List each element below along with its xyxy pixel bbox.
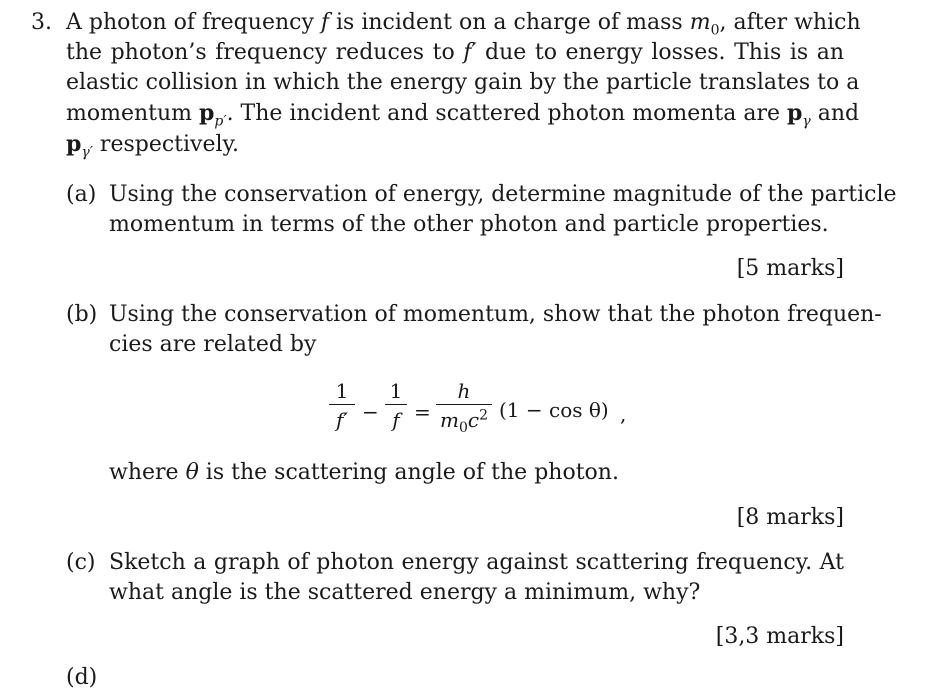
mass-subscript: 0 bbox=[458, 420, 468, 436]
part-b-label: (b) bbox=[66, 302, 98, 327]
subscript: γ′ bbox=[81, 144, 93, 161]
math-symbol: m bbox=[689, 10, 711, 35]
part-b-line-1: Using the conservation of momentum, show that the photon frequen- bbox=[109, 302, 882, 327]
math-symbol: f′ bbox=[463, 40, 477, 65]
stem-text: the photon’s frequency reduces to bbox=[66, 40, 464, 65]
part-a-text bbox=[109, 180, 897, 240]
fraction-3-denominator bbox=[436, 405, 492, 436]
stem-text: respectively. bbox=[92, 132, 240, 157]
stem-line-3 bbox=[66, 68, 860, 98]
part-c-marks: [3,3 marks] bbox=[715, 624, 844, 649]
part-c-line-2: what angle is the scattered energy a minimum, why? bbox=[109, 580, 701, 605]
part-a-marks: [5 marks] bbox=[736, 256, 844, 281]
part-c-label: (c) bbox=[66, 550, 96, 575]
fraction-one-over-f-prime bbox=[329, 378, 355, 433]
stem-line-5 bbox=[66, 129, 844, 160]
fraction-2-numerator: 1 bbox=[389, 379, 403, 403]
stem-text: is incident on a charge of mass bbox=[329, 10, 690, 35]
part-a-label: (a) bbox=[66, 182, 97, 207]
part-d-cutoff bbox=[66, 663, 846, 690]
part-b-line-2: cies are related by bbox=[109, 332, 317, 357]
fraction-1-numerator: 1 bbox=[335, 379, 349, 403]
momentum-vector-symbol: p bbox=[66, 131, 82, 157]
speed-of-light-symbol: c bbox=[467, 408, 480, 432]
part-b-marks: [8 marks] bbox=[736, 505, 844, 530]
one-minus-cos-theta: (1 − cos θ) bbox=[499, 398, 609, 422]
where-prefix: where bbox=[109, 460, 186, 485]
stem-line-2 bbox=[66, 38, 844, 68]
fraction-3-numerator: h bbox=[457, 379, 471, 403]
equals-sign: = bbox=[414, 400, 431, 424]
stem-text: . The incident and scattered photon momenta are bbox=[226, 101, 787, 126]
part-b-where-clause bbox=[109, 458, 619, 488]
stem-text: elastic collision in which the energy gain by the particle translates to a bbox=[66, 70, 860, 95]
fraction-one-over-f bbox=[385, 378, 407, 433]
part-a-line-1: Using the conservation of energy, determine magnitude of the particle bbox=[109, 182, 897, 207]
question-stem bbox=[66, 8, 861, 161]
fraction-2-denominator: f bbox=[392, 408, 400, 432]
theta-symbol: θ bbox=[185, 460, 199, 485]
mass-symbol: m bbox=[439, 408, 459, 432]
fraction-h-over-m0c2 bbox=[436, 378, 492, 436]
part-d-label: (d) bbox=[66, 665, 98, 690]
momentum-vector-symbol: p bbox=[199, 100, 215, 126]
subscript: γ bbox=[802, 113, 811, 130]
stem-text: due to energy losses. This is an bbox=[476, 40, 844, 65]
question-number: 3. bbox=[31, 10, 52, 35]
stem-line-4 bbox=[66, 98, 860, 130]
equation-trailing-comma: , bbox=[620, 402, 627, 426]
part-a-line-2: momentum in terms of the other photon and particle properties. bbox=[109, 212, 829, 237]
stem-text: and bbox=[810, 101, 860, 126]
fraction-1-denominator: f′ bbox=[336, 408, 348, 432]
compton-equation bbox=[0, 378, 936, 444]
part-c-line-1: Sketch a graph of photon energy against scattering frequency. At bbox=[109, 550, 844, 575]
math-symbol: f bbox=[320, 10, 330, 35]
where-suffix: is the scattering angle of the photon. bbox=[198, 460, 619, 485]
subscript: p′ bbox=[214, 113, 227, 130]
stem-text: momentum bbox=[66, 101, 200, 126]
part-c-text bbox=[109, 548, 844, 608]
c-squared-exponent: 2 bbox=[479, 407, 488, 424]
minus-sign: − bbox=[362, 400, 379, 424]
stem-text: , after which bbox=[719, 10, 861, 35]
stem-line-1 bbox=[66, 8, 861, 39]
momentum-vector-symbol: p bbox=[786, 100, 803, 126]
stem-text: A photon of frequency bbox=[66, 10, 321, 35]
subscript: 0 bbox=[710, 22, 720, 39]
part-b-text bbox=[109, 300, 882, 360]
